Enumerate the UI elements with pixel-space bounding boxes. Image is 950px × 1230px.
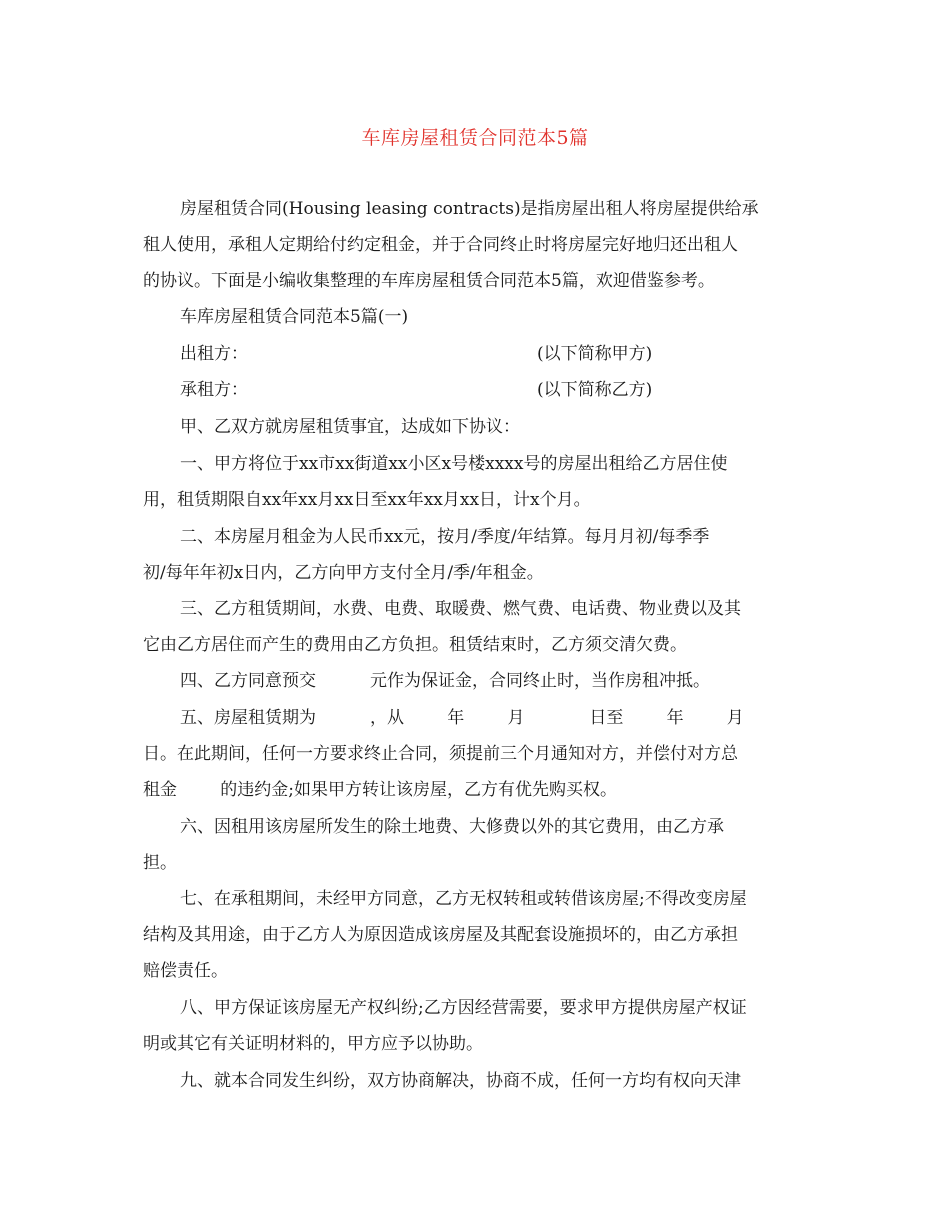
clause-5-line-1: 五、房屋租赁期为 ，从 年 月 日至 年 月 bbox=[180, 708, 744, 728]
lessee-note: (以下简称乙方) bbox=[537, 380, 653, 400]
clause-6-line-1: 六、因租用该房屋所发生的除土地费、大修费以外的其它费用，由乙方承 bbox=[180, 817, 724, 837]
clause-7-line-2: 结构及其用途，由于乙方人为原因造成该房屋及其配套设施损坏的，由乙方承担 bbox=[143, 925, 738, 945]
clause-1-line-1: 一、甲方将位于xx市xx街道xx小区x号楼xxxx号的房屋出租给乙方居住使 bbox=[180, 454, 728, 474]
clause-8-line-1: 八、甲方保证该房屋无产权纠纷;乙方因经营需要，要求甲方提供房屋产权证 bbox=[180, 998, 747, 1018]
lessor-note: (以下简称甲方) bbox=[537, 344, 653, 364]
clause-9-line-1: 九、就本合同发生纠纷，双方协商解决，协商不成，任何一方均有权向天津 bbox=[180, 1071, 741, 1091]
intro-line-1: 房屋租赁合同(Housing leasing contracts)是指房屋出租人将房屋提供给承 bbox=[180, 199, 759, 219]
clause-7-line-1: 七、在承租期间，未经甲方同意，乙方无权转租或转借该房屋;不得改变房屋 bbox=[180, 889, 747, 909]
clause-8-line-2: 明或其它有关证明材料的，甲方应予以协助。 bbox=[143, 1034, 483, 1054]
clause-4-line-1: 四、乙方同意预交 元作为保证金，合同终止时，当作房租冲抵。 bbox=[180, 671, 711, 691]
clause-6-line-2: 担。 bbox=[143, 853, 177, 873]
intro-line-3: 的协议。下面是小编收集整理的车库房屋租赁合同范本5篇，欢迎借鉴参考。 bbox=[143, 271, 715, 291]
clause-3-line-1: 三、乙方租赁期间，水费、电费、取暖费、燃气费、电话费、物业费以及其 bbox=[180, 599, 741, 619]
clause-3-line-2: 它由乙方居住而产生的费用由乙方负担。租赁结束时，乙方须交清欠费。 bbox=[143, 635, 687, 655]
clause-7-line-3: 赔偿责任。 bbox=[143, 961, 228, 981]
clause-1-line-2: 用，租赁期限自xx年xx月xx日至xx年xx月xx日，计x个月。 bbox=[143, 490, 591, 510]
document-title: 车库房屋租赁合同范本5篇 bbox=[361, 127, 589, 149]
clause-5-line-2: 日。在此期间，任何一方要求终止合同，须提前三个月通知对方，并偿付对方总 bbox=[143, 744, 738, 764]
lessor-label: 出租方： bbox=[180, 344, 248, 364]
clause-2-line-2: 初/每年年初x日内，乙方向甲方支付全月/季/年租金。 bbox=[143, 563, 544, 583]
clause-2-line-1: 二、本房屋月租金为人民币xx元，按月/季度/年结算。每月月初/每季季 bbox=[180, 527, 710, 547]
section-heading: 车库房屋租赁合同范本5篇(一) bbox=[180, 307, 409, 327]
lessee-label: 承租方： bbox=[180, 380, 248, 400]
agreement-line: 甲、乙双方就房屋租赁事宜，达成如下协议： bbox=[180, 417, 520, 437]
clause-5-line-3: 租金 的违约金;如果甲方转让该房屋，乙方有优先购买权。 bbox=[143, 780, 617, 800]
intro-line-2: 租人使用，承租人定期给付约定租金，并于合同终止时将房屋完好地归还出租人 bbox=[143, 235, 738, 255]
